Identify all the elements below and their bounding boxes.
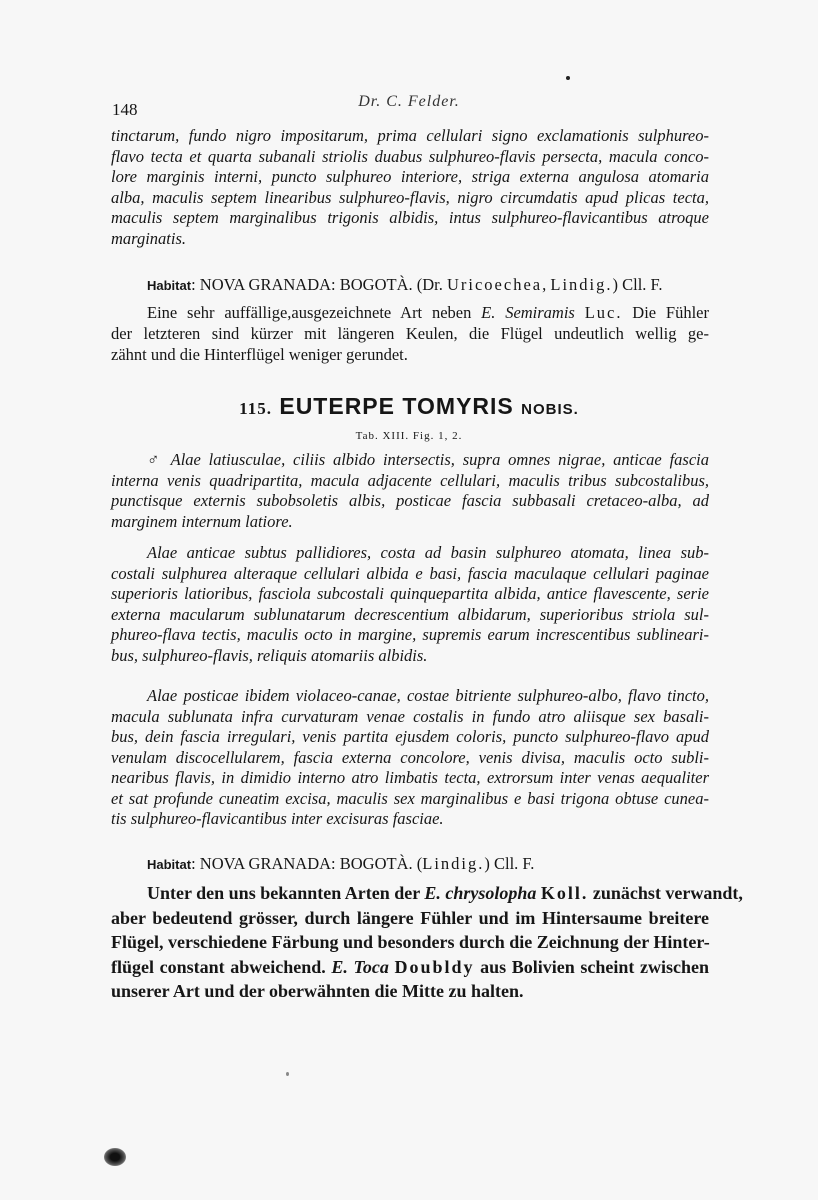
text-line: alba, maculis septem linearibus sulphureo-flavis, nigro circumdatis apud plicas tecta, xyxy=(111,187,709,207)
text-line: tinctarum, fundo nigro impositarum, prima cellulari signo exclamationis sulphureo- xyxy=(111,126,709,145)
text-line: aber bedeutend grösser, durch längere Fühler und im Hintersaume breitere xyxy=(111,907,709,928)
collector-name: Uricoechea xyxy=(446,275,543,294)
species-heading xyxy=(0,393,818,420)
text-line: Flügel, verschiedene Färbung und besonders durch die Zeichnung der Hinter- xyxy=(111,932,710,952)
text-line: Alae posticae ibidem violaceo-canae, costae bitriente sulphureo-albo, flavo tincto, xyxy=(147,686,709,705)
text-line: zähnt und die Hinterflügel weniger gerundet. xyxy=(111,345,408,364)
text-line: unserer Art und der oberwähnten die Mitte zu halten. xyxy=(111,981,524,1001)
text-line: ♂ Alae latiusculae, ciliis albido intersectis, supra omnes nigrae, anticae fascia xyxy=(147,450,709,469)
text-line: maculis septem marginalibus trigonis albidis, intus sulphureo-flavicantibus atroque xyxy=(111,208,709,227)
author-name: Doubldy xyxy=(394,956,475,977)
remark-paragraph-1: Eine sehr auffällige,ausgezeichnete Art neben E. Semiramis Luc. Die Fühler der letzteren sind kürzer mit längeren Keulen, die Flügel undeutlich wellig ge- zähnt und die Hinterflügel weniger gerundet. xyxy=(111,303,709,364)
habitat-locality: : NOVA GRANADA: BOGOTÀ. ( xyxy=(191,854,423,873)
continuation-paragraph xyxy=(111,126,709,249)
author-name: Luc. xyxy=(584,303,623,322)
species-name: EUTERPE TOMYRIS xyxy=(279,393,514,419)
text-line: externa macularum sublunatarum decrescentium albidarum, superioribus striola sul- xyxy=(111,604,709,624)
text-line: costali sulphurea alteraque cellulari albida e basi, fascia maculaque cellulari paginae xyxy=(111,563,709,583)
text-line: et sat profunde cuneatim excisa, maculis sex marginalibus e basi trigona obtuse cunea- xyxy=(111,788,709,808)
running-head: Dr. C. Felder. xyxy=(358,93,460,110)
text-line: superioris latioribus, fasciola subcostali quinquepartita albida, antice flavescente, serie xyxy=(111,584,709,603)
text-line: punctisque externis subobsoletis albis, posticae fascia subbasali cretaceo-alba, ad xyxy=(111,491,709,510)
text-line: nearibus flavis, in dimidio interno atro limbatis tecta, extrorsum inter venas aequaliter xyxy=(111,768,709,787)
collector-name: Lindig. xyxy=(422,854,485,873)
habitat-label: Habitat xyxy=(147,278,192,293)
text-line: Alae anticae subtus pallidiores, costa ad basin sulphureo atomata, linea sub- xyxy=(147,543,709,562)
remark-paragraph-2: Unter den uns bekannten Arten der E. chrysolopha Koll. zunächst verwandt, aber bedeutend grösser, durch längere Fühler und im Hintersaume breitere Flügel, verschiedene Färbung und besonders durch die Zeichnung der Hinter- flügel constant abweichend. E. Toca Doubldy aus Bolivien scheint zwischen unserer Art und der oberwähnten die Mitte zu halten. xyxy=(111,881,709,1004)
habitat-2: Habitat: NOVA GRANADA: BOGOTÀ. (Lindig.) Cll. F. xyxy=(147,854,535,873)
text-line: interna venis quadripartita, macula adjacente cellulari, maculis tribus subcostalibus, xyxy=(111,470,709,490)
species-reference: E. Semiramis xyxy=(481,303,575,322)
habitat-1: Habitat: NOVA GRANADA: BOGOTÀ. (Dr. Uricoechea, Lindig.) Cll. F. xyxy=(147,275,663,294)
text-line: marginatis. xyxy=(111,228,187,248)
text-line: bus, sulphureo-flavis, reliquis atomariis albidis. xyxy=(111,645,428,665)
print-speck xyxy=(566,76,570,80)
text-line: tis sulphureo-flavicantibus inter excisuras fasciae. xyxy=(111,809,444,828)
author-name: Koll. xyxy=(540,883,589,903)
page-number: 148 xyxy=(112,100,138,119)
text-line: macula sublunata infra curvaturam venae costalis in fundo atro aliisque sex basali- xyxy=(111,706,709,726)
species-author: NOBIS. xyxy=(521,401,579,418)
text-line: bus, dein fascia irregulari, venis partita ejusdem coloris, puncto sulphureo-flavo apud xyxy=(111,727,709,746)
text-line: venulam discocellularem, fascia externa concolore, venis divisa, maculis octo subli- xyxy=(111,747,709,767)
habitat-label: Habitat xyxy=(147,857,192,872)
ink-blot xyxy=(104,1148,126,1166)
description-paragraph-2 xyxy=(111,543,709,666)
species-reference: E. Toca xyxy=(331,956,389,977)
species-number: 115. xyxy=(239,399,272,418)
text-line: flavo tecta et quarta subanali striolis duabus sulphureo-flavis persecta, macula conco- xyxy=(111,146,709,166)
habitat-locality: : NOVA GRANADA: BOGOTÀ. (Dr. xyxy=(191,275,447,294)
collector-name: Lindig. xyxy=(550,275,613,294)
text-line: marginem internum latiore. xyxy=(111,511,293,531)
print-speck xyxy=(286,1072,289,1076)
text-line: phureo-flava tectis, maculis octo in margine, supremis earum increscentibus sublineari- xyxy=(111,625,709,644)
description-paragraph-1 xyxy=(111,450,709,532)
plate-reference: Tab. XIII. Fig. 1, 2. xyxy=(355,430,463,442)
species-reference: E. chrysolopha xyxy=(424,883,537,903)
text-line: der letzteren sind kürzer mit längeren Keulen, die Flügel undeutlich wellig ge- xyxy=(111,324,709,343)
description-paragraph-3 xyxy=(111,686,709,830)
text-line: lore marginis interni, puncto sulphureo interiore, striga externa angulosa atomaria xyxy=(111,167,709,186)
